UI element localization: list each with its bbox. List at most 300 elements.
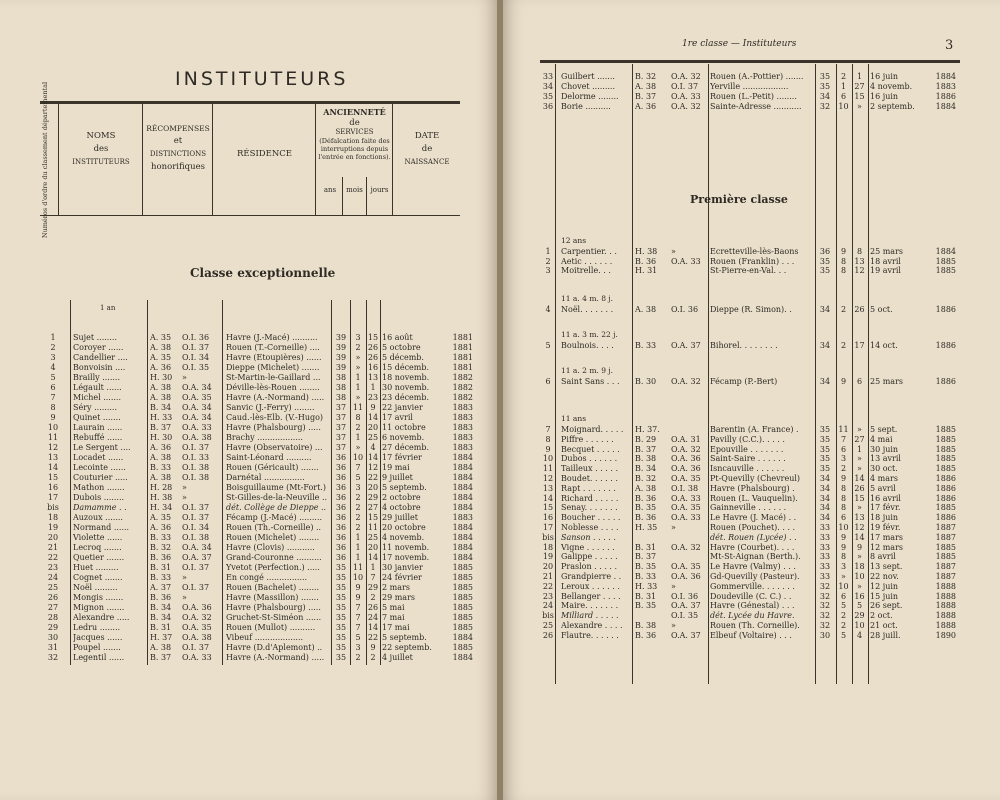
- cell-res: Barentin (A. France) .: [710, 425, 799, 434]
- cell-rank: H. 31: [635, 266, 658, 275]
- cell-dist: O.A. 32: [671, 72, 701, 81]
- cell-mois: 9: [840, 474, 847, 483]
- cell-jours: 16: [367, 363, 379, 372]
- cell-rank: H. 35: [635, 523, 658, 532]
- table-row: [538, 257, 963, 267]
- cell-jours: 6: [856, 377, 863, 386]
- cell-day: 17 novemb.: [382, 553, 430, 562]
- cell-name: Boulnois. . . .: [561, 341, 614, 350]
- cell-mois: 2: [840, 621, 847, 630]
- cell-rank: B. 30: [635, 377, 657, 386]
- cell-name: Senay. . . . . . .: [561, 503, 618, 513]
- cell-name: Alexandre .....: [73, 613, 130, 622]
- header-date: DATE de NAISSANCE: [404, 131, 450, 166]
- cell-num: 15: [47, 473, 59, 482]
- cell-res: Rouen (Pouchet). . . .: [710, 523, 796, 532]
- cell-name: Borie ..........: [561, 102, 611, 111]
- cell-dist: O.A. 33: [671, 493, 701, 503]
- cell-jours: 2: [370, 593, 376, 602]
- cell-ans: 34: [819, 474, 831, 483]
- cell-mois: 6: [840, 513, 847, 523]
- cell-num: 9: [50, 413, 56, 422]
- cell-day: 5 avril: [870, 483, 896, 493]
- cell-dist: »: [182, 593, 187, 602]
- cell-ans: 33: [819, 552, 831, 562]
- cell-res: Boisguillaume (Mt-Fort.): [226, 483, 326, 492]
- cell-day: 22 septemb.: [382, 643, 432, 652]
- cell-ans: 32: [819, 621, 831, 630]
- cell-dist: O.A. 32: [182, 613, 212, 622]
- cell-num: 11: [47, 433, 59, 442]
- cell-year: 1886: [935, 341, 956, 350]
- cell-year: 1888: [935, 591, 956, 601]
- cell-jours: 20: [367, 543, 379, 552]
- cell-name: Locadet ......: [73, 453, 124, 462]
- table-row: [40, 633, 480, 643]
- cell-res: Gommerville. . . . . . .: [710, 581, 795, 591]
- cell-year: 1885: [452, 603, 473, 612]
- cell-day: 24 février: [382, 573, 422, 582]
- cell-rank: B. 31: [635, 591, 657, 601]
- cell-rank: H. 33: [635, 581, 658, 591]
- table-row: [40, 423, 480, 433]
- cell-num: 31: [47, 643, 59, 652]
- cell-jours: 26: [367, 353, 379, 362]
- cell-day: 23 décemb.: [382, 393, 430, 402]
- cell-res: Doudeville (C. C.) . .: [710, 591, 792, 601]
- cell-rank: B. 36: [150, 593, 172, 602]
- cell-year: 1882: [452, 373, 473, 382]
- cell-rank: A. 38: [150, 643, 172, 652]
- table-row: [538, 72, 963, 82]
- cell-dist: O.A. 37: [182, 553, 212, 562]
- cell-year: 1884: [452, 543, 473, 552]
- cell-name: Galippe . . . . .: [561, 552, 618, 562]
- table-row: [538, 82, 963, 92]
- cell-jours: 1: [370, 383, 376, 392]
- cell-day: 17 avril: [382, 413, 413, 422]
- cell-num: 3: [50, 353, 56, 362]
- cell-res: Brachy ..................: [226, 433, 303, 442]
- cell-year: 1883: [452, 403, 473, 412]
- table-row: [538, 305, 963, 315]
- cell-name: Poupel .......: [73, 643, 121, 652]
- cell-year: 1881: [452, 363, 473, 372]
- table-row: [40, 503, 480, 513]
- cell-mois: 7: [355, 463, 361, 472]
- cell-mois: 8: [840, 503, 847, 513]
- cell-mois: 9: [840, 542, 847, 552]
- cell-ans: 39: [335, 343, 347, 352]
- cell-year: 1885: [935, 464, 956, 474]
- cell-jours: 4: [370, 443, 376, 452]
- cell-year: 1888: [935, 581, 956, 591]
- cell-day: 2 septemb.: [870, 102, 915, 111]
- cell-rank: B. 36: [635, 630, 657, 640]
- cell-name: Laurain ......: [73, 423, 123, 432]
- cell-rank: B. 38: [635, 454, 657, 464]
- cell-rank: A. 38: [150, 393, 172, 402]
- cell-jours: 12: [854, 266, 865, 275]
- cell-res: Rouen (Géricault) .......: [226, 463, 319, 472]
- cell-mois: 2: [840, 72, 847, 81]
- table-row: [40, 573, 480, 583]
- cell-year: 1886: [935, 493, 956, 503]
- cell-year: 1885: [935, 552, 956, 562]
- cell-day: 6 novemb.: [382, 433, 425, 442]
- header-divider: [315, 104, 316, 215]
- cell-dist: O.A. 36: [671, 454, 701, 464]
- cell-name: Piffre . . . . . .: [561, 434, 614, 444]
- cell-jours: 15: [367, 513, 379, 522]
- cell-day: 4 mai: [870, 434, 893, 444]
- cell-num: 36: [542, 102, 554, 111]
- cell-num: 13: [542, 483, 554, 493]
- cell-year: 1885: [935, 454, 956, 464]
- table-row: [538, 474, 963, 484]
- cell-dist: O.A. 32: [671, 542, 701, 552]
- cell-dist: O.A. 35: [671, 474, 701, 483]
- cell-day: 17 févr.: [870, 503, 901, 513]
- cell-res: Déville-lès-Rouen ........: [226, 383, 320, 392]
- cell-name: Tailleux . . . . .: [561, 464, 618, 474]
- cell-name: Carpentier. . .: [561, 247, 617, 256]
- cell-res: Rouen (Franklin) . . .: [710, 256, 795, 266]
- cell-dist: O.A. 37: [671, 341, 701, 350]
- cell-day: 11 novemb.: [382, 543, 430, 552]
- cell-day: 4 mars: [870, 474, 898, 483]
- cell-res: dét. Lycée du Havre.: [710, 611, 795, 621]
- cell-ans: 35: [335, 603, 347, 612]
- cell-jours: 14: [367, 413, 379, 422]
- cell-year: 1883: [452, 443, 473, 452]
- cell-dist: O.A. 35: [182, 393, 212, 402]
- cell-mois: 5: [840, 601, 847, 611]
- cell-num: 29: [47, 623, 59, 632]
- cell-dist: O.I. 38: [182, 463, 210, 472]
- cell-num: 10: [542, 454, 554, 464]
- cell-num: 16: [47, 483, 59, 492]
- table-row: [538, 631, 963, 641]
- table-row: [40, 353, 480, 363]
- cell-ans: 35: [819, 454, 831, 464]
- cell-num: 16: [542, 513, 554, 523]
- cell-mois: 10: [838, 581, 849, 591]
- cell-year: 1886: [935, 513, 956, 523]
- cell-jours: 14: [854, 532, 865, 542]
- cell-ans: 35: [819, 464, 831, 474]
- cell-day: 15 juin: [870, 591, 899, 601]
- cell-mois: 2: [840, 305, 847, 314]
- cell-res: Rouen (Mullot) ..........: [226, 623, 316, 632]
- header-divider: [142, 104, 143, 215]
- cell-jours: »: [857, 503, 862, 513]
- cell-rank: B. 33: [635, 572, 657, 581]
- cell-num: 25: [542, 621, 554, 630]
- cell-num: 10: [47, 423, 59, 432]
- table-row: [40, 383, 480, 393]
- cell-mois: 9: [355, 583, 361, 592]
- cell-res: Pavilly (C.C.). . . . .: [710, 434, 785, 444]
- cell-rank: B. 32: [635, 474, 657, 483]
- cell-ans: 34: [819, 483, 831, 493]
- cell-year: 1883: [452, 513, 473, 522]
- cell-name: Noblesse . . . .: [561, 523, 619, 532]
- seniority-label: 11 a. 2 m. 9 j.: [561, 366, 614, 375]
- cell-name: Coroyer ......: [73, 343, 124, 352]
- cell-mois: 9: [355, 593, 361, 602]
- cell-jours: 27: [367, 503, 379, 512]
- cell-res: Havre (A.-Normand) .....: [226, 653, 325, 662]
- cell-ans: 34: [819, 92, 831, 101]
- cell-num: 11: [542, 464, 554, 474]
- cell-name: Richard . . . . .: [561, 493, 619, 503]
- cell-day: 14 oct.: [870, 341, 898, 350]
- cell-jours: 24: [367, 613, 379, 622]
- cell-year: 1885: [452, 623, 473, 632]
- cell-res: Havre (Phalsbourg) .....: [226, 423, 321, 432]
- table-row: [538, 523, 963, 533]
- cell-name: Leroux . . . . . .: [561, 581, 620, 591]
- cell-rank: A. 36: [635, 102, 657, 111]
- cell-dist: O.A. 31: [671, 434, 701, 444]
- cell-ans: 33: [819, 532, 831, 542]
- table-row: [40, 493, 480, 503]
- cell-num: 19: [47, 523, 59, 532]
- cell-jours: 16: [854, 591, 865, 601]
- cell-dist: »: [182, 573, 187, 582]
- cell-rank: A. 38: [150, 343, 172, 352]
- cell-dist: O.I. 38: [671, 483, 699, 493]
- cell-mois: 9: [840, 247, 847, 256]
- cell-jours: 15: [367, 333, 379, 342]
- table-row: [40, 333, 480, 343]
- cell-name: Legentil ......: [73, 653, 125, 662]
- cell-mois: 1: [355, 433, 361, 442]
- header-divider: [58, 104, 59, 215]
- table-row: [40, 463, 480, 473]
- cell-mois: 8: [355, 413, 361, 422]
- cell-res: Rouen (A.-Pottier) .......: [710, 72, 804, 81]
- cell-ans: 35: [819, 72, 831, 81]
- cell-dist: O.I. 36: [671, 591, 699, 601]
- cell-res: St-Gilles-de-la-Neuville ..: [226, 493, 328, 502]
- cell-rank: B. 33: [150, 573, 172, 582]
- cell-dist: O.A. 37: [671, 630, 701, 640]
- cell-mois: 2: [355, 343, 361, 352]
- cell-mois: 6: [840, 92, 847, 101]
- cell-mois: »: [355, 363, 361, 372]
- cell-dist: »: [671, 523, 676, 532]
- cell-num: 21: [47, 543, 59, 552]
- table-row: [538, 377, 963, 387]
- cell-day: 19 févr.: [870, 523, 901, 532]
- cell-jours: 14: [854, 474, 865, 483]
- cell-mois: »: [355, 393, 361, 402]
- cell-day: 17 mars: [870, 532, 904, 542]
- cell-dist: O.I. 36: [671, 305, 699, 314]
- cell-mois: 8: [840, 483, 847, 493]
- cell-year: 1888: [935, 611, 956, 621]
- cell-name: Chovet .........: [561, 82, 615, 91]
- cell-num: 14: [47, 463, 59, 472]
- cell-name: Bonvoisin ....: [73, 363, 126, 372]
- cell-dist: O.I. 33: [182, 453, 210, 462]
- cell-dist: »: [671, 581, 676, 591]
- cell-ans: 33: [819, 523, 831, 532]
- table-row: [538, 503, 963, 513]
- cell-name: Alexandre . . . .: [561, 621, 623, 630]
- cell-res: Havre (J.-Macé) ..........: [226, 333, 318, 342]
- cell-year: 1886: [935, 474, 956, 483]
- cell-day: 21 oct.: [870, 621, 898, 630]
- cell-jours: 10: [854, 572, 865, 581]
- cell-name: Boudet. . . . . .: [561, 474, 618, 483]
- cell-mois: 10: [838, 102, 849, 111]
- header-ans: ans: [323, 186, 337, 194]
- cell-mois: 3: [355, 483, 361, 492]
- cell-day: 25 mars: [870, 247, 904, 256]
- cell-ans: 35: [819, 266, 831, 275]
- cell-num: 22: [47, 553, 59, 562]
- cell-year: 1884: [452, 493, 473, 502]
- cell-num: 27: [47, 603, 59, 612]
- cell-res: Havre (Etoupières) ......: [226, 353, 322, 362]
- cell-rank: B. 35: [635, 562, 657, 572]
- cell-dist: O.A. 35: [182, 623, 212, 632]
- table-row: [40, 373, 480, 383]
- header-anciennete: ANCIENNETÉ de SERVICES (Défalcation faite des interruptions depuis l'entrée en fonctions).: [318, 107, 391, 161]
- cell-dist: »: [182, 373, 187, 382]
- cell-res: Isncauville . . . . . .: [710, 464, 785, 474]
- cell-ans: 32: [819, 601, 831, 611]
- cell-res: Darnétal ................: [226, 473, 305, 482]
- cell-dist: O.A. 33: [182, 423, 212, 432]
- cell-dist: O.I. 37: [671, 82, 699, 91]
- seniority-label: 11 a. 3 m. 22 j.: [561, 330, 618, 339]
- cell-mois: 5: [355, 633, 361, 642]
- cell-day: 28 juill.: [870, 630, 901, 640]
- cell-num: 2: [50, 343, 56, 352]
- cell-ans: 34: [819, 305, 831, 314]
- cell-res: St-Pierre-en-Val. . .: [710, 266, 787, 275]
- cell-jours: 27: [854, 434, 865, 444]
- cell-day: 18 avril: [870, 256, 901, 266]
- cell-rank: A. 37: [150, 583, 172, 592]
- cell-name: Huet .........: [73, 563, 119, 572]
- cell-num: 26: [47, 593, 59, 602]
- table-row: [40, 453, 480, 463]
- cell-name: Brailly .......: [73, 373, 121, 382]
- cell-name: Cognet .......: [73, 573, 123, 582]
- cell-rank: B. 33: [635, 341, 657, 350]
- cell-jours: 23: [367, 393, 379, 402]
- cell-name: Becquet . . . . .: [561, 444, 620, 454]
- cell-year: 1884: [452, 463, 473, 472]
- cell-ans: 36: [819, 247, 831, 256]
- cell-day: 16 août: [382, 333, 413, 342]
- cell-res: Saint-Saire . . . . . .: [710, 454, 786, 464]
- cell-name: Ledru ........: [73, 623, 121, 632]
- cell-jours: 1: [856, 72, 863, 81]
- cell-ans: 35: [819, 425, 831, 434]
- cell-dist: O.A. 34: [182, 403, 212, 412]
- cell-ans: 36: [335, 553, 347, 562]
- cell-ans: 35: [819, 82, 831, 91]
- cell-num: 30: [47, 633, 59, 642]
- cell-ans: 34: [819, 377, 831, 386]
- cell-ans: 35: [335, 633, 347, 642]
- cell-res: Yerville ..................: [710, 82, 789, 91]
- cell-res: Bihorel. . . . . . . .: [710, 341, 778, 350]
- cell-name: Séry .........: [73, 403, 117, 412]
- cell-name: Milliard . . . . .: [561, 611, 619, 621]
- cell-num: 18: [47, 513, 59, 522]
- cell-name: Delorme ........: [561, 92, 619, 101]
- cell-num: 32: [47, 653, 59, 662]
- cell-mois: 1: [355, 543, 361, 552]
- table-row: [538, 425, 963, 435]
- cell-dist: O.I. 36: [182, 333, 210, 342]
- cell-num: 25: [47, 583, 59, 592]
- cell-dist: O.I. 38: [182, 473, 210, 482]
- cell-dist: O.A. 36: [671, 572, 701, 581]
- cell-dist: O.A. 35: [671, 562, 701, 572]
- cell-year: 1881: [452, 333, 473, 342]
- cell-year: 1884: [452, 453, 473, 462]
- cell-num: 5: [50, 373, 56, 382]
- cell-year: 1882: [452, 393, 473, 402]
- header-divider: [212, 104, 213, 215]
- cell-num: 3: [545, 266, 551, 275]
- cell-rank: H. 30: [150, 373, 173, 382]
- cell-mois: 2: [355, 423, 361, 432]
- cell-dist: O.I. 34: [182, 353, 210, 362]
- table-row: [538, 611, 963, 621]
- cell-rank: B. 36: [150, 553, 172, 562]
- cell-mois: 8: [840, 266, 847, 275]
- cell-rank: B. 37: [635, 552, 657, 562]
- cell-name: Jacques ......: [73, 633, 123, 642]
- cell-jours: 11: [367, 523, 379, 532]
- cell-res: Le Havre (Valmy) . . .: [710, 562, 796, 572]
- cell-ans: 37: [335, 403, 347, 412]
- cell-name: Saint Sans . . .: [561, 377, 620, 386]
- cell-mois: 3: [840, 454, 847, 464]
- cell-dist: O.A. 35: [671, 503, 701, 513]
- cell-num: 21: [542, 572, 554, 581]
- cell-num: 20: [542, 562, 554, 572]
- cell-res: Rouen (Th. Corneille).: [710, 621, 800, 630]
- cell-num: 9: [545, 444, 551, 454]
- cell-rank: B. 38: [635, 621, 657, 630]
- cell-ans: 35: [335, 623, 347, 632]
- cell-year: 1887: [935, 523, 956, 532]
- cell-day: 15 décemb.: [382, 363, 430, 372]
- cell-jours: 20: [367, 483, 379, 492]
- cell-day: 5 décemb.: [382, 353, 424, 362]
- cell-mois: 8: [840, 256, 847, 266]
- cell-res: Rouen (T.-Corneille) ....: [226, 343, 320, 352]
- cell-rank: B. 36: [635, 493, 657, 503]
- cell-num: 7: [50, 393, 56, 402]
- cell-name: Mathon .......: [73, 483, 125, 492]
- table-row: [40, 413, 480, 423]
- table-row: [40, 563, 480, 573]
- cell-year: 1885: [452, 613, 473, 622]
- cell-rank: A. 38: [150, 473, 172, 482]
- cell-day: 13 sept.: [870, 562, 903, 572]
